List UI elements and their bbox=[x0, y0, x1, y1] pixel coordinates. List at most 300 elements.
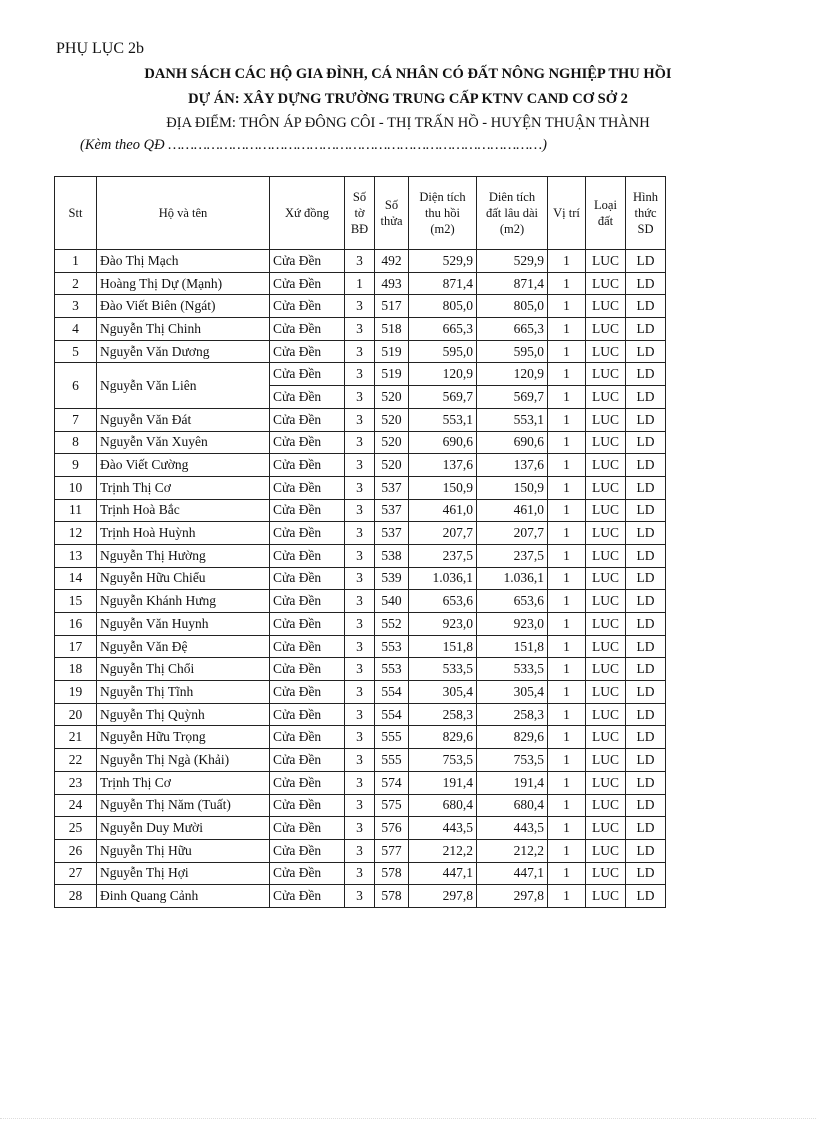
table-row bbox=[55, 272, 666, 295]
cell-land-type: LUC bbox=[586, 340, 626, 363]
cell-plot-no: 519 bbox=[375, 363, 409, 386]
cell-field: Cửa Đền bbox=[270, 794, 345, 817]
table-header bbox=[55, 177, 666, 250]
cell-area-recovered: 191,4 bbox=[409, 771, 477, 794]
cell-use-form: LD bbox=[626, 862, 666, 885]
cell-plot-no: 537 bbox=[375, 522, 409, 545]
cell-area-recovered: 680,4 bbox=[409, 794, 477, 817]
cell-area-longterm: 120,9 bbox=[477, 363, 548, 386]
cell-position: 1 bbox=[548, 590, 586, 613]
cell-plot-no: 578 bbox=[375, 885, 409, 908]
cell-plot-no: 575 bbox=[375, 794, 409, 817]
cell-name: Nguyễn Văn Đệ bbox=[97, 635, 270, 658]
cell-use-form: LD bbox=[626, 794, 666, 817]
cell-area-recovered: 461,0 bbox=[409, 499, 477, 522]
cell-use-form: LD bbox=[626, 522, 666, 545]
cell-area-longterm: 443,5 bbox=[477, 817, 548, 840]
cell-map-no: 3 bbox=[345, 544, 375, 567]
cell-position: 1 bbox=[548, 499, 586, 522]
cell-land-type: LUC bbox=[586, 431, 626, 454]
cell-area-recovered: 297,8 bbox=[409, 885, 477, 908]
cell-area-longterm: 690,6 bbox=[477, 431, 548, 454]
cell-use-form: LD bbox=[626, 386, 666, 409]
cell-position: 1 bbox=[548, 386, 586, 409]
table-row bbox=[55, 454, 666, 477]
cell-use-form: LD bbox=[626, 250, 666, 273]
table-row bbox=[55, 295, 666, 318]
cell-field: Cửa Đền bbox=[270, 250, 345, 273]
cell-use-form: LD bbox=[626, 590, 666, 613]
cell-area-recovered: 151,8 bbox=[409, 635, 477, 658]
cell-land-type: LUC bbox=[586, 885, 626, 908]
cell-area-recovered: 237,5 bbox=[409, 544, 477, 567]
cell-name: Trịnh Thị Cơ bbox=[97, 476, 270, 499]
header-position: Vị trí bbox=[548, 177, 586, 250]
cell-position: 1 bbox=[548, 703, 586, 726]
header-area-longterm: Diên tích đất lâu dài (m2) bbox=[477, 177, 548, 250]
cell-field: Cửa Đền bbox=[270, 862, 345, 885]
cell-plot-no: 555 bbox=[375, 726, 409, 749]
table-row bbox=[55, 431, 666, 454]
cell-field: Cửa Đền bbox=[270, 703, 345, 726]
page-bottom-rule bbox=[0, 1118, 816, 1119]
cell-land-type: LUC bbox=[586, 544, 626, 567]
cell-use-form: LD bbox=[626, 454, 666, 477]
cell-area-recovered: 150,9 bbox=[409, 476, 477, 499]
cell-use-form: LD bbox=[626, 363, 666, 386]
table-row bbox=[55, 250, 666, 273]
cell-land-type: LUC bbox=[586, 522, 626, 545]
cell-map-no: 3 bbox=[345, 476, 375, 499]
cell-area-longterm: 653,6 bbox=[477, 590, 548, 613]
cell-area-recovered: 871,4 bbox=[409, 272, 477, 295]
header-name: Hộ và tên bbox=[97, 177, 270, 250]
cell-plot-no: 540 bbox=[375, 590, 409, 613]
cell-area-longterm: 829,6 bbox=[477, 726, 548, 749]
cell-land-type: LUC bbox=[586, 613, 626, 636]
cell-stt: 19 bbox=[55, 681, 97, 704]
cell-position: 1 bbox=[548, 431, 586, 454]
cell-land-type: LUC bbox=[586, 454, 626, 477]
cell-use-form: LD bbox=[626, 318, 666, 341]
cell-plot-no: 553 bbox=[375, 658, 409, 681]
cell-use-form: LD bbox=[626, 817, 666, 840]
cell-stt: 26 bbox=[55, 839, 97, 862]
cell-field: Cửa Đền bbox=[270, 567, 345, 590]
cell-plot-no: 493 bbox=[375, 272, 409, 295]
cell-name: Đào Viết Biên (Ngát) bbox=[97, 295, 270, 318]
cell-name: Nguyễn Hữu Trọng bbox=[97, 726, 270, 749]
project-title: DỰ ÁN: XÂY DỰNG TRƯỜNG TRUNG CẤP KTNV CAND CƠ SỞ 2 bbox=[188, 91, 628, 107]
cell-position: 1 bbox=[548, 408, 586, 431]
cell-field: Cửa Đền bbox=[270, 544, 345, 567]
cell-area-longterm: 297,8 bbox=[477, 885, 548, 908]
appendix-label: PHỤ LỤC 2b bbox=[56, 40, 145, 57]
cell-field: Cửa Đền bbox=[270, 817, 345, 840]
table-row bbox=[55, 681, 666, 704]
cell-name: Nguyễn Thị Hợi bbox=[97, 862, 270, 885]
table-row bbox=[55, 522, 666, 545]
cell-field: Cửa Đền bbox=[270, 295, 345, 318]
cell-name: Đào Thị Mạch bbox=[97, 250, 270, 273]
cell-plot-no: 519 bbox=[375, 340, 409, 363]
cell-area-longterm: 447,1 bbox=[477, 862, 548, 885]
cell-field: Cửa Đền bbox=[270, 476, 345, 499]
cell-name: Nguyễn Duy Mười bbox=[97, 817, 270, 840]
header-map-no: Số tờ BĐ bbox=[345, 177, 375, 250]
cell-land-type: LUC bbox=[586, 839, 626, 862]
cell-field: Cửa Đền bbox=[270, 635, 345, 658]
cell-plot-no: 538 bbox=[375, 544, 409, 567]
cell-stt: 2 bbox=[55, 272, 97, 295]
cell-stt: 10 bbox=[55, 476, 97, 499]
table-row bbox=[55, 749, 666, 772]
cell-name: Nguyễn Văn Liên bbox=[97, 363, 270, 408]
cell-plot-no: 520 bbox=[375, 454, 409, 477]
cell-position: 1 bbox=[548, 340, 586, 363]
cell-name: Nguyễn Văn Dương bbox=[97, 340, 270, 363]
cell-name: Nguyễn Văn Đát bbox=[97, 408, 270, 431]
cell-stt: 20 bbox=[55, 703, 97, 726]
cell-area-recovered: 447,1 bbox=[409, 862, 477, 885]
cell-area-longterm: 923,0 bbox=[477, 613, 548, 636]
cell-land-type: LUC bbox=[586, 703, 626, 726]
cell-land-type: LUC bbox=[586, 862, 626, 885]
cell-use-form: LD bbox=[626, 681, 666, 704]
cell-stt: 23 bbox=[55, 771, 97, 794]
cell-name: Đào Viết Cường bbox=[97, 454, 270, 477]
cell-area-recovered: 137,6 bbox=[409, 454, 477, 477]
cell-area-recovered: 258,3 bbox=[409, 703, 477, 726]
cell-position: 1 bbox=[548, 476, 586, 499]
cell-map-no: 3 bbox=[345, 250, 375, 273]
table-row bbox=[55, 340, 666, 363]
cell-plot-no: 577 bbox=[375, 839, 409, 862]
cell-land-type: LUC bbox=[586, 635, 626, 658]
table-row bbox=[55, 408, 666, 431]
cell-field: Cửa Đền bbox=[270, 431, 345, 454]
header-stt: Stt bbox=[55, 177, 97, 250]
cell-position: 1 bbox=[548, 567, 586, 590]
cell-stt: 18 bbox=[55, 658, 97, 681]
cell-land-type: LUC bbox=[586, 250, 626, 273]
cell-map-no: 3 bbox=[345, 885, 375, 908]
cell-area-longterm: 258,3 bbox=[477, 703, 548, 726]
cell-map-no: 3 bbox=[345, 408, 375, 431]
cell-position: 1 bbox=[548, 794, 586, 817]
cell-plot-no: 555 bbox=[375, 749, 409, 772]
header-field: Xứ đồng bbox=[270, 177, 345, 250]
cell-field: Cửa Đền bbox=[270, 613, 345, 636]
cell-land-type: LUC bbox=[586, 363, 626, 386]
cell-map-no: 3 bbox=[345, 295, 375, 318]
cell-name: Nguyễn Thị Tĩnh bbox=[97, 681, 270, 704]
cell-name: Nguyễn Thị Chinh bbox=[97, 318, 270, 341]
cell-use-form: LD bbox=[626, 272, 666, 295]
table-row bbox=[55, 658, 666, 681]
cell-plot-no: 492 bbox=[375, 250, 409, 273]
cell-name: Nguyễn Thị Chổi bbox=[97, 658, 270, 681]
table-row bbox=[55, 862, 666, 885]
cell-land-type: LUC bbox=[586, 681, 626, 704]
cell-area-longterm: 1.036,1 bbox=[477, 567, 548, 590]
cell-position: 1 bbox=[548, 817, 586, 840]
cell-stt: 8 bbox=[55, 431, 97, 454]
cell-area-longterm: 207,7 bbox=[477, 522, 548, 545]
cell-plot-no: 537 bbox=[375, 476, 409, 499]
cell-area-recovered: 653,6 bbox=[409, 590, 477, 613]
table-row bbox=[55, 817, 666, 840]
cell-land-type: LUC bbox=[586, 408, 626, 431]
cell-area-longterm: 753,5 bbox=[477, 749, 548, 772]
cell-stt: 24 bbox=[55, 794, 97, 817]
cell-map-no: 3 bbox=[345, 817, 375, 840]
cell-plot-no: 517 bbox=[375, 295, 409, 318]
cell-area-longterm: 237,5 bbox=[477, 544, 548, 567]
cell-use-form: LD bbox=[626, 635, 666, 658]
cell-field: Cửa Đền bbox=[270, 771, 345, 794]
cell-map-no: 3 bbox=[345, 386, 375, 409]
cell-stt: 21 bbox=[55, 726, 97, 749]
cell-area-recovered: 829,6 bbox=[409, 726, 477, 749]
cell-plot-no: 578 bbox=[375, 862, 409, 885]
table-row bbox=[55, 363, 666, 386]
cell-field: Cửa Đền bbox=[270, 408, 345, 431]
cell-field: Cửa Đền bbox=[270, 839, 345, 862]
cell-field: Cửa Đền bbox=[270, 318, 345, 341]
land-recovery-table bbox=[54, 176, 666, 908]
cell-plot-no: 520 bbox=[375, 408, 409, 431]
cell-field: Cửa Đền bbox=[270, 658, 345, 681]
cell-map-no: 3 bbox=[345, 613, 375, 636]
cell-area-longterm: 151,8 bbox=[477, 635, 548, 658]
cell-name: Nguyễn Thị Năm (Tuất) bbox=[97, 794, 270, 817]
cell-stt: 27 bbox=[55, 862, 97, 885]
cell-position: 1 bbox=[548, 363, 586, 386]
cell-land-type: LUC bbox=[586, 794, 626, 817]
cell-use-form: LD bbox=[626, 499, 666, 522]
cell-area-longterm: 569,7 bbox=[477, 386, 548, 409]
cell-stt: 11 bbox=[55, 499, 97, 522]
cell-position: 1 bbox=[548, 749, 586, 772]
cell-land-type: LUC bbox=[586, 272, 626, 295]
cell-area-longterm: 150,9 bbox=[477, 476, 548, 499]
cell-plot-no: 520 bbox=[375, 386, 409, 409]
cell-land-type: LUC bbox=[586, 749, 626, 772]
cell-position: 1 bbox=[548, 771, 586, 794]
cell-position: 1 bbox=[548, 839, 586, 862]
cell-area-recovered: 753,5 bbox=[409, 749, 477, 772]
cell-area-longterm: 461,0 bbox=[477, 499, 548, 522]
cell-name: Nguyễn Thị Quỳnh bbox=[97, 703, 270, 726]
cell-stt: 22 bbox=[55, 749, 97, 772]
cell-use-form: LD bbox=[626, 658, 666, 681]
cell-plot-no: 518 bbox=[375, 318, 409, 341]
cell-field: Cửa Đền bbox=[270, 363, 345, 386]
cell-plot-no: 574 bbox=[375, 771, 409, 794]
cell-use-form: LD bbox=[626, 839, 666, 862]
cell-area-recovered: 529,9 bbox=[409, 250, 477, 273]
cell-use-form: LD bbox=[626, 340, 666, 363]
cell-name: Nguyễn Khánh Hưng bbox=[97, 590, 270, 613]
cell-area-recovered: 665,3 bbox=[409, 318, 477, 341]
cell-name: Trịnh Hoà Huỳnh bbox=[97, 522, 270, 545]
table-row bbox=[55, 885, 666, 908]
cell-stt: 12 bbox=[55, 522, 97, 545]
cell-stt: 15 bbox=[55, 590, 97, 613]
cell-map-no: 3 bbox=[345, 340, 375, 363]
cell-land-type: LUC bbox=[586, 386, 626, 409]
cell-land-type: LUC bbox=[586, 318, 626, 341]
cell-area-recovered: 533,5 bbox=[409, 658, 477, 681]
cell-plot-no: 554 bbox=[375, 681, 409, 704]
cell-field: Cửa Đền bbox=[270, 386, 345, 409]
cell-map-no: 3 bbox=[345, 681, 375, 704]
table-row bbox=[55, 590, 666, 613]
cell-field: Cửa Đền bbox=[270, 499, 345, 522]
cell-name: Nguyễn Thị Hữu bbox=[97, 839, 270, 862]
cell-position: 1 bbox=[548, 318, 586, 341]
cell-area-recovered: 212,2 bbox=[409, 839, 477, 862]
cell-land-type: LUC bbox=[586, 590, 626, 613]
cell-use-form: LD bbox=[626, 771, 666, 794]
cell-position: 1 bbox=[548, 658, 586, 681]
cell-plot-no: 539 bbox=[375, 567, 409, 590]
cell-field: Cửa Đền bbox=[270, 272, 345, 295]
table-row bbox=[55, 318, 666, 341]
cell-map-no: 3 bbox=[345, 590, 375, 613]
cell-name: Nguyễn Thị Hường bbox=[97, 544, 270, 567]
cell-map-no: 3 bbox=[345, 522, 375, 545]
cell-name: Đinh Quang Cảnh bbox=[97, 885, 270, 908]
cell-area-recovered: 305,4 bbox=[409, 681, 477, 704]
cell-map-no: 3 bbox=[345, 658, 375, 681]
cell-area-recovered: 207,7 bbox=[409, 522, 477, 545]
cell-area-recovered: 923,0 bbox=[409, 613, 477, 636]
cell-area-longterm: 305,4 bbox=[477, 681, 548, 704]
cell-map-no: 3 bbox=[345, 771, 375, 794]
cell-area-longterm: 805,0 bbox=[477, 295, 548, 318]
cell-use-form: LD bbox=[626, 567, 666, 590]
cell-use-form: LD bbox=[626, 703, 666, 726]
cell-area-recovered: 120,9 bbox=[409, 363, 477, 386]
cell-area-longterm: 680,4 bbox=[477, 794, 548, 817]
cell-use-form: LD bbox=[626, 431, 666, 454]
cell-area-longterm: 191,4 bbox=[477, 771, 548, 794]
cell-area-longterm: 533,5 bbox=[477, 658, 548, 681]
cell-map-no: 3 bbox=[345, 749, 375, 772]
cell-area-longterm: 529,9 bbox=[477, 250, 548, 273]
cell-use-form: LD bbox=[626, 476, 666, 499]
cell-position: 1 bbox=[548, 454, 586, 477]
cell-position: 1 bbox=[548, 613, 586, 636]
cell-stt: 9 bbox=[55, 454, 97, 477]
table-row bbox=[55, 771, 666, 794]
cell-area-recovered: 805,0 bbox=[409, 295, 477, 318]
cell-position: 1 bbox=[548, 544, 586, 567]
cell-land-type: LUC bbox=[586, 771, 626, 794]
table-row bbox=[55, 635, 666, 658]
cell-map-no: 3 bbox=[345, 794, 375, 817]
cell-field: Cửa Đền bbox=[270, 590, 345, 613]
cell-plot-no: 520 bbox=[375, 431, 409, 454]
location-line: ĐỊA ĐIỂM: THÔN ÁP ĐÔNG CÔI - THỊ TRẤN HỒ - HUYỆN THUẬN THÀNH bbox=[166, 115, 650, 131]
cell-name: Trịnh Hoà Bắc bbox=[97, 499, 270, 522]
header-plot-no: Số thửa bbox=[375, 177, 409, 250]
table-row bbox=[55, 703, 666, 726]
table-row bbox=[55, 476, 666, 499]
cell-position: 1 bbox=[548, 272, 586, 295]
cell-map-no: 3 bbox=[345, 499, 375, 522]
cell-land-type: LUC bbox=[586, 658, 626, 681]
document-title: DANH SÁCH CÁC HỘ GIA ĐÌNH, CÁ NHÂN CÓ ĐẤT NÔNG NGHIỆP THU HỒI bbox=[144, 66, 672, 82]
decision-note: (Kèm theo QĐ ……………………………………………………………………………) bbox=[80, 137, 547, 153]
cell-plot-no: 552 bbox=[375, 613, 409, 636]
table-row bbox=[55, 499, 666, 522]
cell-map-no: 3 bbox=[345, 839, 375, 862]
cell-area-longterm: 212,2 bbox=[477, 839, 548, 862]
cell-plot-no: 553 bbox=[375, 635, 409, 658]
cell-area-longterm: 871,4 bbox=[477, 272, 548, 295]
cell-map-no: 3 bbox=[345, 431, 375, 454]
cell-area-longterm: 553,1 bbox=[477, 408, 548, 431]
cell-position: 1 bbox=[548, 522, 586, 545]
cell-land-type: LUC bbox=[586, 476, 626, 499]
cell-map-no: 3 bbox=[345, 726, 375, 749]
cell-plot-no: 537 bbox=[375, 499, 409, 522]
table-body bbox=[55, 250, 666, 908]
cell-field: Cửa Đền bbox=[270, 726, 345, 749]
cell-field: Cửa Đền bbox=[270, 340, 345, 363]
header-use-form: Hình thức SD bbox=[626, 177, 666, 250]
cell-use-form: LD bbox=[626, 408, 666, 431]
cell-use-form: LD bbox=[626, 749, 666, 772]
cell-field: Cửa Đền bbox=[270, 681, 345, 704]
cell-land-type: LUC bbox=[586, 726, 626, 749]
table-row bbox=[55, 726, 666, 749]
cell-area-recovered: 1.036,1 bbox=[409, 567, 477, 590]
cell-area-recovered: 595,0 bbox=[409, 340, 477, 363]
cell-map-no: 3 bbox=[345, 318, 375, 341]
cell-name: Nguyễn Văn Xuyên bbox=[97, 431, 270, 454]
cell-map-no: 3 bbox=[345, 862, 375, 885]
cell-position: 1 bbox=[548, 862, 586, 885]
cell-position: 1 bbox=[548, 295, 586, 318]
cell-map-no: 1 bbox=[345, 272, 375, 295]
cell-area-recovered: 443,5 bbox=[409, 817, 477, 840]
cell-land-type: LUC bbox=[586, 499, 626, 522]
cell-area-longterm: 137,6 bbox=[477, 454, 548, 477]
cell-map-no: 3 bbox=[345, 567, 375, 590]
cell-stt: 16 bbox=[55, 613, 97, 636]
cell-use-form: LD bbox=[626, 544, 666, 567]
cell-stt: 5 bbox=[55, 340, 97, 363]
cell-use-form: LD bbox=[626, 885, 666, 908]
cell-map-no: 3 bbox=[345, 454, 375, 477]
cell-plot-no: 576 bbox=[375, 817, 409, 840]
cell-stt: 17 bbox=[55, 635, 97, 658]
cell-field: Cửa Đền bbox=[270, 749, 345, 772]
cell-position: 1 bbox=[548, 681, 586, 704]
table-row bbox=[55, 839, 666, 862]
cell-stt: 14 bbox=[55, 567, 97, 590]
cell-area-recovered: 553,1 bbox=[409, 408, 477, 431]
cell-field: Cửa Đền bbox=[270, 454, 345, 477]
header-area-recovered: Diện tích thu hồi (m2) bbox=[409, 177, 477, 250]
table-row bbox=[55, 794, 666, 817]
cell-position: 1 bbox=[548, 885, 586, 908]
table-row bbox=[55, 544, 666, 567]
